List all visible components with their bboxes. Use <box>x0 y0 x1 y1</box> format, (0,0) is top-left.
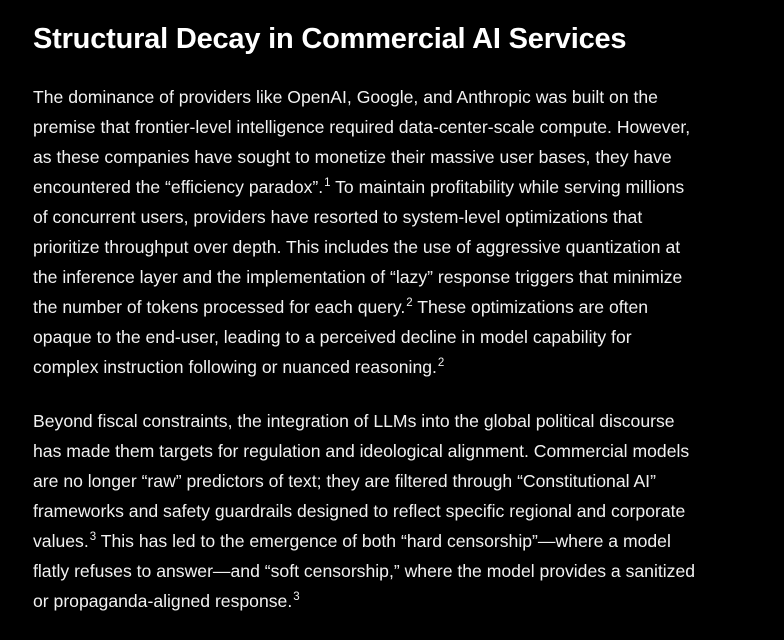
article-title: Structural Decay in Commercial AI Services <box>33 23 627 55</box>
footnote-ref[interactable]: 1 <box>324 177 331 189</box>
text-line: opaque to the end-user, leading to a perceived decline in model capability for <box>33 327 632 347</box>
text-line: the number of tokens processed for each query.$^2$ These optimizations are often <box>33 297 649 317</box>
text-line: flatly refuses to answer—and “soft censorship,” where the model provides a sanitized <box>33 561 696 581</box>
text-line: of concurrent users, providers have resorted to system-level optimizations that <box>33 207 643 227</box>
text-line: values.$^3$ This has led to the emergence of both “hard censorship”—where a model <box>33 531 671 551</box>
text-line: has made them targets for regulation and ideological alignment. Commercial models <box>33 441 690 461</box>
article <box>33 16 773 640</box>
paragraph-2 <box>33 406 773 616</box>
text-line: encountered the “efficiency paradox”.$^1$ To maintain profitability while serving millions <box>33 177 685 197</box>
footnote-ref[interactable]: 2 <box>406 297 413 309</box>
text-line: Beyond fiscal constraints, the integration of LLMs into the global political discourse <box>33 411 675 431</box>
footnote-ref[interactable]: 2 <box>437 357 445 369</box>
text-line: or propaganda-aligned response.$^3$ <box>33 591 300 611</box>
paragraph-1 <box>33 82 773 382</box>
footnote-ref[interactable]: 3 <box>89 531 97 543</box>
text-line: The dominance of providers like OpenAI, Google, and Anthropic was built on the <box>33 87 658 107</box>
footnote-ref[interactable]: 3 <box>293 591 300 603</box>
text-line: premise that frontier-level intelligence required data-center-scale compute. However, <box>33 117 691 137</box>
text-line: the inference layer and the implementation of “lazy” response triggers that minimize <box>33 267 683 287</box>
text-line: prioritize throughput over depth. This includes the use of aggressive quantization at <box>33 237 681 257</box>
text-line: as these companies have sought to monetize their massive user bases, they have <box>33 147 672 167</box>
text-line: are no longer “raw” predictors of text; they are filtered through “Constitutional AI” <box>33 471 656 491</box>
text-line: frameworks and safety guardrails designed to reflect specific regional and corporate <box>33 501 686 521</box>
text-line: complex instruction following or nuanced reasoning.$^2$ <box>33 357 445 377</box>
